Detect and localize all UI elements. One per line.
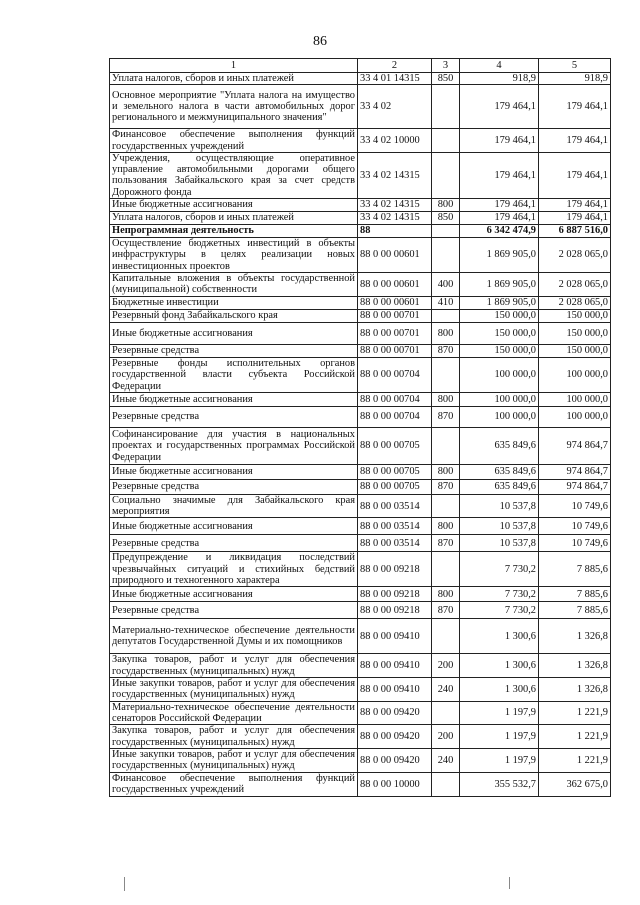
row-expense-type-cell xyxy=(432,427,460,464)
row-amount-1-cell: 179 464,1 xyxy=(460,85,539,129)
row-amount-1-cell: 355 532,7 xyxy=(460,772,539,796)
row-expense-type-cell xyxy=(432,225,460,238)
row-amount-1-cell: 7 730,2 xyxy=(460,552,539,587)
row-code-cell: 88 0 00 09420 xyxy=(358,701,432,725)
row-amount-2-cell: 150 000,0 xyxy=(539,309,611,322)
row-code-cell: 88 0 00 09218 xyxy=(358,602,432,619)
row-name-cell: Резервные фонды исполнительных органов государственной власти субъекта Российской Федерации xyxy=(110,357,358,392)
row-expense-type-cell xyxy=(432,701,460,725)
table-row xyxy=(110,344,611,357)
column-header-code: 2 xyxy=(358,59,432,73)
row-amount-1-cell: 1 869 905,0 xyxy=(460,238,539,273)
row-amount-1-cell: 635 849,6 xyxy=(460,479,539,494)
row-amount-1-cell: 7 730,2 xyxy=(460,602,539,619)
row-amount-1-cell: 7 730,2 xyxy=(460,587,539,602)
row-amount-2-cell: 1 326,8 xyxy=(539,619,611,654)
table-row xyxy=(110,772,611,796)
row-amount-2-cell: 7 885,6 xyxy=(539,552,611,587)
row-expense-type-cell xyxy=(432,619,460,654)
table-row xyxy=(110,357,611,392)
row-code-cell: 88 xyxy=(358,225,432,238)
table-row xyxy=(110,725,611,749)
row-code-cell: 88 0 00 00601 xyxy=(358,296,432,309)
row-code-cell: 33 4 01 14315 xyxy=(358,73,432,85)
row-name-cell: Материально-техническое обеспечение деятельности сенаторов Российской Федерации xyxy=(110,701,358,725)
row-expense-type-cell xyxy=(432,494,460,518)
table-row xyxy=(110,552,611,587)
row-expense-type-cell: 200 xyxy=(432,654,460,678)
table-row xyxy=(110,392,611,406)
row-amount-1-cell: 100 000,0 xyxy=(460,406,539,427)
table-row xyxy=(110,152,611,198)
row-code-cell: 88 0 00 00701 xyxy=(358,344,432,357)
row-code-cell: 33 4 02 14315 xyxy=(358,152,432,198)
row-expense-type-cell xyxy=(432,238,460,273)
row-amount-2-cell: 179 464,1 xyxy=(539,152,611,198)
row-expense-type-cell: 800 xyxy=(432,587,460,602)
table-row xyxy=(110,677,611,701)
row-amount-1-cell: 1 869 905,0 xyxy=(460,296,539,309)
row-expense-type-cell xyxy=(432,357,460,392)
row-name-cell: Финансовое обеспечение выполнения функций государственных учреждений xyxy=(110,772,358,796)
row-name-cell: Иные бюджетные ассигнования xyxy=(110,587,358,602)
row-name-cell: Капитальные вложения в объекты государственной (муниципальной) собственности xyxy=(110,272,358,296)
row-amount-1-cell: 6 342 474,9 xyxy=(460,225,539,238)
row-name-cell: Закупка товаров, работ и услуг для обеспечения государственных (муниципальных) нужд xyxy=(110,654,358,678)
table-row xyxy=(110,199,611,212)
table-row xyxy=(110,619,611,654)
row-name-cell: Резервный фонд Забайкальского края xyxy=(110,309,358,322)
row-code-cell: 88 0 00 00704 xyxy=(358,406,432,427)
row-amount-2-cell: 1 221,9 xyxy=(539,701,611,725)
row-amount-2-cell: 10 749,6 xyxy=(539,535,611,552)
row-code-cell: 88 0 00 00704 xyxy=(358,392,432,406)
row-expense-type-cell: 240 xyxy=(432,677,460,701)
row-amount-1-cell: 150 000,0 xyxy=(460,309,539,322)
row-amount-1-cell: 10 537,8 xyxy=(460,518,539,535)
row-amount-1-cell: 1 869 905,0 xyxy=(460,272,539,296)
table-row xyxy=(110,85,611,129)
row-amount-2-cell: 362 675,0 xyxy=(539,772,611,796)
row-amount-2-cell: 1 326,8 xyxy=(539,677,611,701)
row-expense-type-cell: 870 xyxy=(432,479,460,494)
row-amount-1-cell: 635 849,6 xyxy=(460,427,539,464)
row-code-cell: 88 0 00 00705 xyxy=(358,427,432,464)
row-amount-2-cell: 10 749,6 xyxy=(539,494,611,518)
table-row xyxy=(110,212,611,225)
row-amount-1-cell: 179 464,1 xyxy=(460,212,539,225)
row-amount-2-cell: 1 221,9 xyxy=(539,749,611,773)
row-name-cell: Иные закупки товаров, работ и услуг для обеспечения государственных (муниципальных) нужд xyxy=(110,749,358,773)
row-name-cell: Непрограммная деятельность xyxy=(110,225,358,238)
column-header-row xyxy=(110,59,611,73)
row-name-cell: Уплата налогов, сборов и иных платежей xyxy=(110,212,358,225)
row-code-cell: 33 4 02 xyxy=(358,85,432,129)
row-name-cell: Иные бюджетные ассигнования xyxy=(110,392,358,406)
row-amount-1-cell: 635 849,6 xyxy=(460,464,539,479)
row-amount-2-cell: 974 864,7 xyxy=(539,464,611,479)
row-code-cell: 88 0 00 09218 xyxy=(358,587,432,602)
table-row xyxy=(110,129,611,153)
table-row xyxy=(110,587,611,602)
row-name-cell: Резервные средства xyxy=(110,535,358,552)
row-name-cell: Бюджетные инвестиции xyxy=(110,296,358,309)
row-name-cell: Материально-техническое обеспечение деятельности депутатов Государственной Думы и их помощников xyxy=(110,619,358,654)
row-amount-1-cell: 150 000,0 xyxy=(460,322,539,344)
table-row xyxy=(110,518,611,535)
table-row xyxy=(110,701,611,725)
row-amount-1-cell: 918,9 xyxy=(460,73,539,85)
row-code-cell: 88 0 00 10000 xyxy=(358,772,432,796)
row-code-cell: 88 0 00 09218 xyxy=(358,552,432,587)
row-amount-2-cell: 100 000,0 xyxy=(539,357,611,392)
row-amount-2-cell: 179 464,1 xyxy=(539,85,611,129)
row-amount-2-cell: 150 000,0 xyxy=(539,344,611,357)
table-row xyxy=(110,296,611,309)
row-name-cell: Учреждения, осуществляющие оперативное управление автомобильными дорогами общего пользования Забайкальского края за счет средств Дорожного фонда xyxy=(110,152,358,198)
table-row xyxy=(110,479,611,494)
row-amount-1-cell: 1 197,9 xyxy=(460,749,539,773)
row-amount-2-cell: 7 885,6 xyxy=(539,587,611,602)
row-code-cell: 88 0 00 09420 xyxy=(358,725,432,749)
row-code-cell: 88 0 00 03514 xyxy=(358,535,432,552)
row-amount-2-cell: 2 028 065,0 xyxy=(539,296,611,309)
row-expense-type-cell xyxy=(432,152,460,198)
row-expense-type-cell: 800 xyxy=(432,392,460,406)
row-expense-type-cell: 870 xyxy=(432,406,460,427)
row-expense-type-cell: 850 xyxy=(432,212,460,225)
row-amount-1-cell: 10 537,8 xyxy=(460,535,539,552)
row-amount-1-cell: 1 300,6 xyxy=(460,677,539,701)
row-expense-type-cell xyxy=(432,552,460,587)
row-name-cell: Иные бюджетные ассигнования xyxy=(110,464,358,479)
row-amount-2-cell: 918,9 xyxy=(539,73,611,85)
table-row xyxy=(110,602,611,619)
row-amount-1-cell: 100 000,0 xyxy=(460,392,539,406)
row-name-cell: Резервные средства xyxy=(110,479,358,494)
table-row xyxy=(110,322,611,344)
row-name-cell: Иные бюджетные ассигнования xyxy=(110,199,358,212)
row-name-cell: Резервные средства xyxy=(110,344,358,357)
row-amount-2-cell: 1 221,9 xyxy=(539,725,611,749)
row-code-cell: 88 0 00 09410 xyxy=(358,619,432,654)
scan-mark xyxy=(509,877,510,889)
table-row xyxy=(110,225,611,238)
row-name-cell: Иные бюджетные ассигнования xyxy=(110,322,358,344)
row-name-cell: Осуществление бюджетных инвестиций в объекты инфраструктуры в целях реализации новых инвестиционных проектов xyxy=(110,238,358,273)
row-expense-type-cell: 800 xyxy=(432,464,460,479)
row-amount-1-cell: 1 300,6 xyxy=(460,654,539,678)
row-expense-type-cell: 870 xyxy=(432,535,460,552)
table-row xyxy=(110,73,611,85)
table-row xyxy=(110,406,611,427)
row-name-cell: Финансовое обеспечение выполнения функций государственных учреждений xyxy=(110,129,358,153)
row-code-cell: 88 0 00 00601 xyxy=(358,272,432,296)
row-amount-2-cell: 150 000,0 xyxy=(539,322,611,344)
row-amount-1-cell: 1 197,9 xyxy=(460,725,539,749)
column-header-name: 1 xyxy=(110,59,358,73)
row-amount-1-cell: 1 300,6 xyxy=(460,619,539,654)
row-expense-type-cell: 850 xyxy=(432,73,460,85)
row-expense-type-cell xyxy=(432,772,460,796)
table-row xyxy=(110,238,611,273)
row-amount-1-cell: 150 000,0 xyxy=(460,344,539,357)
row-expense-type-cell: 400 xyxy=(432,272,460,296)
row-amount-2-cell: 7 885,6 xyxy=(539,602,611,619)
row-name-cell: Резервные средства xyxy=(110,602,358,619)
table-body xyxy=(110,73,611,797)
row-name-cell: Социально значимые для Забайкальского края мероприятия xyxy=(110,494,358,518)
row-amount-2-cell: 1 326,8 xyxy=(539,654,611,678)
row-amount-2-cell: 974 864,7 xyxy=(539,479,611,494)
row-name-cell: Софинансирование для участия в национальных проектах и государственных программах Российской Федерации xyxy=(110,427,358,464)
page-number: 86 xyxy=(313,34,327,49)
row-expense-type-cell: 870 xyxy=(432,344,460,357)
row-expense-type-cell: 800 xyxy=(432,518,460,535)
row-code-cell: 88 0 00 09420 xyxy=(358,749,432,773)
row-code-cell: 88 0 00 00701 xyxy=(358,309,432,322)
table-row xyxy=(110,309,611,322)
row-amount-1-cell: 179 464,1 xyxy=(460,199,539,212)
row-expense-type-cell: 800 xyxy=(432,199,460,212)
row-code-cell: 88 0 00 00601 xyxy=(358,238,432,273)
row-amount-2-cell: 6 887 516,0 xyxy=(539,225,611,238)
row-name-cell: Предупреждение и ликвидация последствий чрезвычайных ситуаций и стихийных бедствий природного и техногенного характера xyxy=(110,552,358,587)
row-code-cell: 33 4 02 14315 xyxy=(358,199,432,212)
row-code-cell: 88 0 00 03514 xyxy=(358,494,432,518)
row-name-cell: Иные закупки товаров, работ и услуг для обеспечения государственных (муниципальных) нужд xyxy=(110,677,358,701)
row-expense-type-cell xyxy=(432,85,460,129)
row-code-cell: 88 0 00 03514 xyxy=(358,518,432,535)
row-code-cell: 33 4 02 10000 xyxy=(358,129,432,153)
row-code-cell: 88 0 00 00701 xyxy=(358,322,432,344)
row-code-cell: 33 4 02 14315 xyxy=(358,212,432,225)
row-amount-2-cell: 974 864,7 xyxy=(539,427,611,464)
row-name-cell: Основное мероприятие "Уплата налога на имущество и земельного налога в части автомобильных дорог регионального и межмуниципального значения" xyxy=(110,85,358,129)
row-code-cell: 88 0 00 00705 xyxy=(358,479,432,494)
budget-table xyxy=(109,58,611,797)
row-expense-type-cell xyxy=(432,309,460,322)
table-row xyxy=(110,464,611,479)
table-row xyxy=(110,272,611,296)
row-amount-2-cell: 179 464,1 xyxy=(539,129,611,153)
row-amount-1-cell: 179 464,1 xyxy=(460,152,539,198)
row-expense-type-cell: 410 xyxy=(432,296,460,309)
row-amount-2-cell: 179 464,1 xyxy=(539,199,611,212)
row-expense-type-cell: 240 xyxy=(432,749,460,773)
table-row xyxy=(110,749,611,773)
row-code-cell: 88 0 00 09410 xyxy=(358,677,432,701)
row-name-cell: Иные бюджетные ассигнования xyxy=(110,518,358,535)
row-amount-2-cell: 100 000,0 xyxy=(539,392,611,406)
row-amount-1-cell: 1 197,9 xyxy=(460,701,539,725)
row-name-cell: Резервные средства xyxy=(110,406,358,427)
row-amount-1-cell: 179 464,1 xyxy=(460,129,539,153)
row-expense-type-cell: 800 xyxy=(432,322,460,344)
column-header-amount-2: 5 xyxy=(539,59,611,73)
row-amount-2-cell: 179 464,1 xyxy=(539,212,611,225)
scan-mark xyxy=(124,877,125,891)
table-row xyxy=(110,427,611,464)
row-expense-type-cell xyxy=(432,129,460,153)
row-code-cell: 88 0 00 00704 xyxy=(358,357,432,392)
row-expense-type-cell: 200 xyxy=(432,725,460,749)
table-row xyxy=(110,494,611,518)
row-amount-1-cell: 100 000,0 xyxy=(460,357,539,392)
row-amount-2-cell: 10 749,6 xyxy=(539,518,611,535)
row-expense-type-cell: 870 xyxy=(432,602,460,619)
column-header-amount-1: 4 xyxy=(460,59,539,73)
row-name-cell: Уплата налогов, сборов и иных платежей xyxy=(110,73,358,85)
row-code-cell: 88 0 00 00705 xyxy=(358,464,432,479)
row-name-cell: Закупка товаров, работ и услуг для обеспечения государственных (муниципальных) нужд xyxy=(110,725,358,749)
table-row xyxy=(110,654,611,678)
row-code-cell: 88 0 00 09410 xyxy=(358,654,432,678)
row-amount-1-cell: 10 537,8 xyxy=(460,494,539,518)
row-amount-2-cell: 100 000,0 xyxy=(539,406,611,427)
row-amount-2-cell: 2 028 065,0 xyxy=(539,238,611,273)
table-row xyxy=(110,535,611,552)
row-amount-2-cell: 2 028 065,0 xyxy=(539,272,611,296)
column-header-expense-type: 3 xyxy=(432,59,460,73)
